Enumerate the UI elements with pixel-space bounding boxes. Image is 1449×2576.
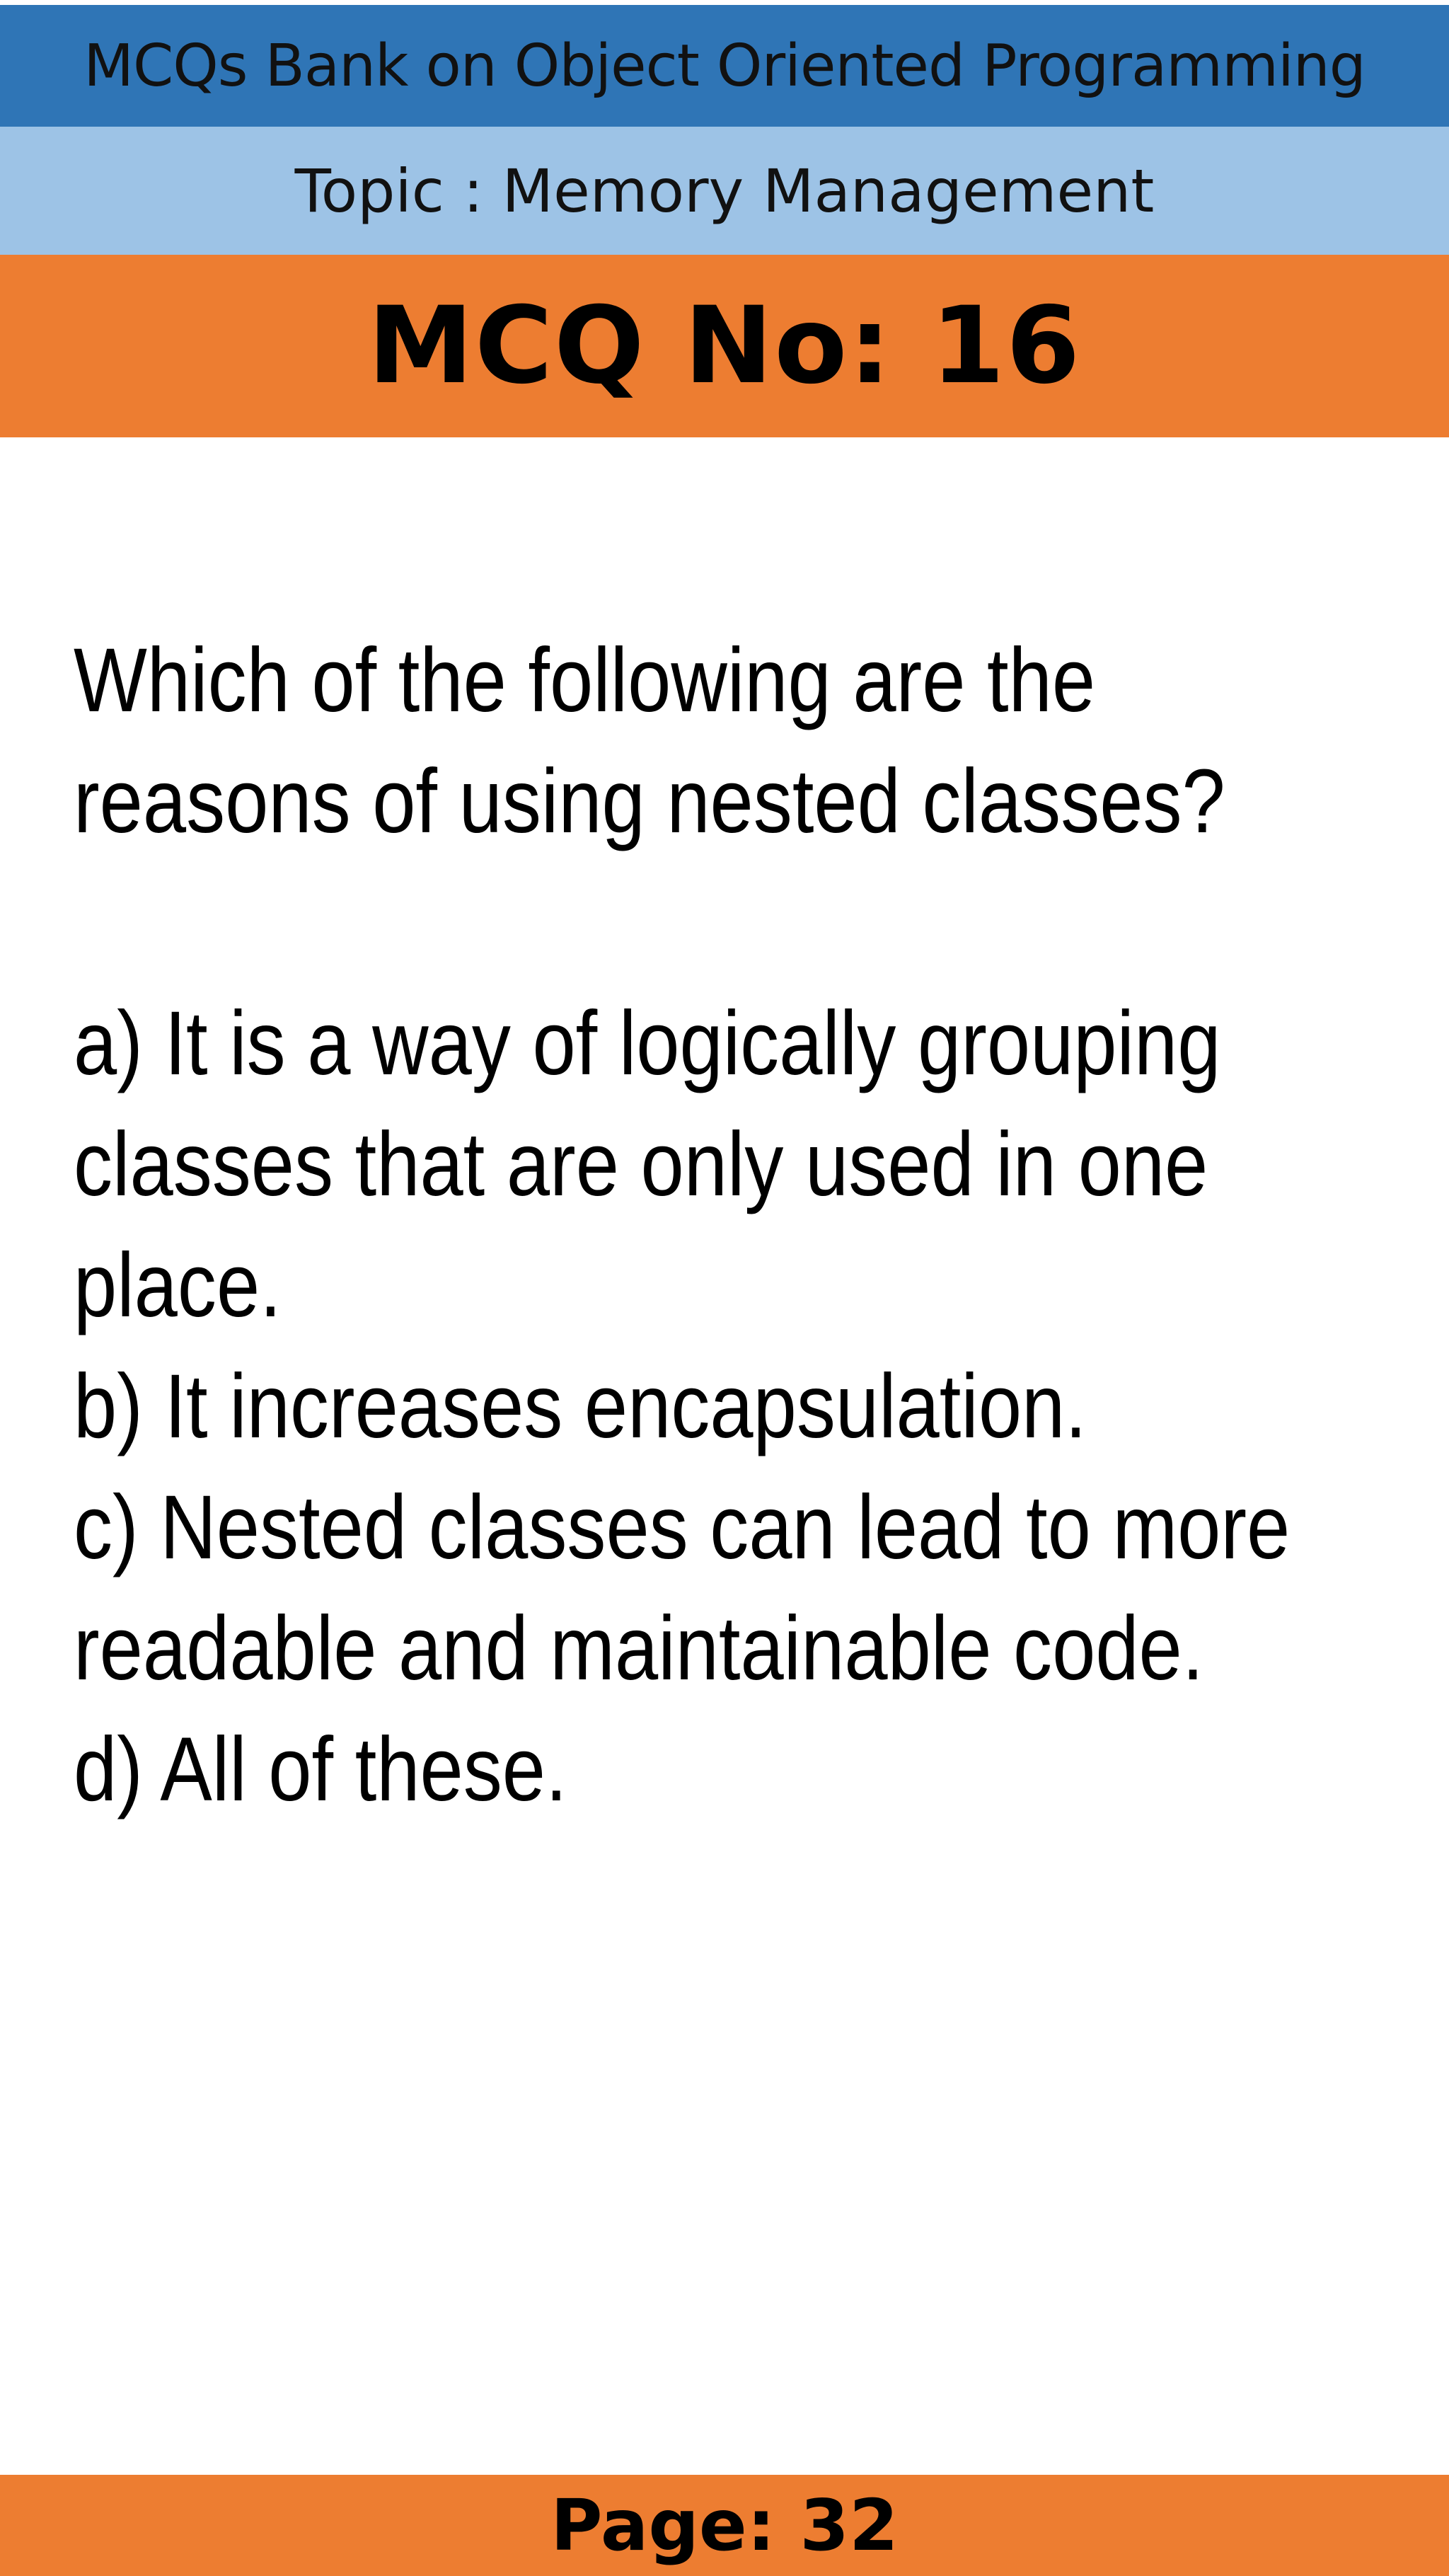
page-number: Page: 32 [550,2484,899,2567]
page-footer [0,2475,1449,2576]
question-line-1: Which of the following are the [74,630,1096,731]
mcq-number: MCQ No: 16 [367,284,1082,408]
topic-banner [0,127,1449,255]
question-spacer [74,862,1230,983]
top-edge [0,0,1449,5]
topic-label: Topic : Memory Management [294,156,1155,226]
book-title: MCQs Bank on Object Oriented Programming [83,32,1366,100]
option-a-line-1: a) It is a way of logically grouping [74,993,1221,1094]
question-content [74,620,1291,1830]
option-a-line-3: place. [74,1235,282,1336]
option-a-line-2: classes that are only used in one [74,1114,1208,1215]
question-line-2: reasons of using nested classes? [74,751,1225,852]
title-banner [0,5,1449,127]
mcq-number-banner [0,255,1449,437]
option-c-line-2: readable and maintainable code. [74,1598,1204,1699]
option-c-line-1: c) Nested classes can lead to more [74,1477,1291,1578]
option-d: d) All of these. [74,1719,567,1820]
option-b: b) It increases encapsulation. [74,1356,1087,1457]
